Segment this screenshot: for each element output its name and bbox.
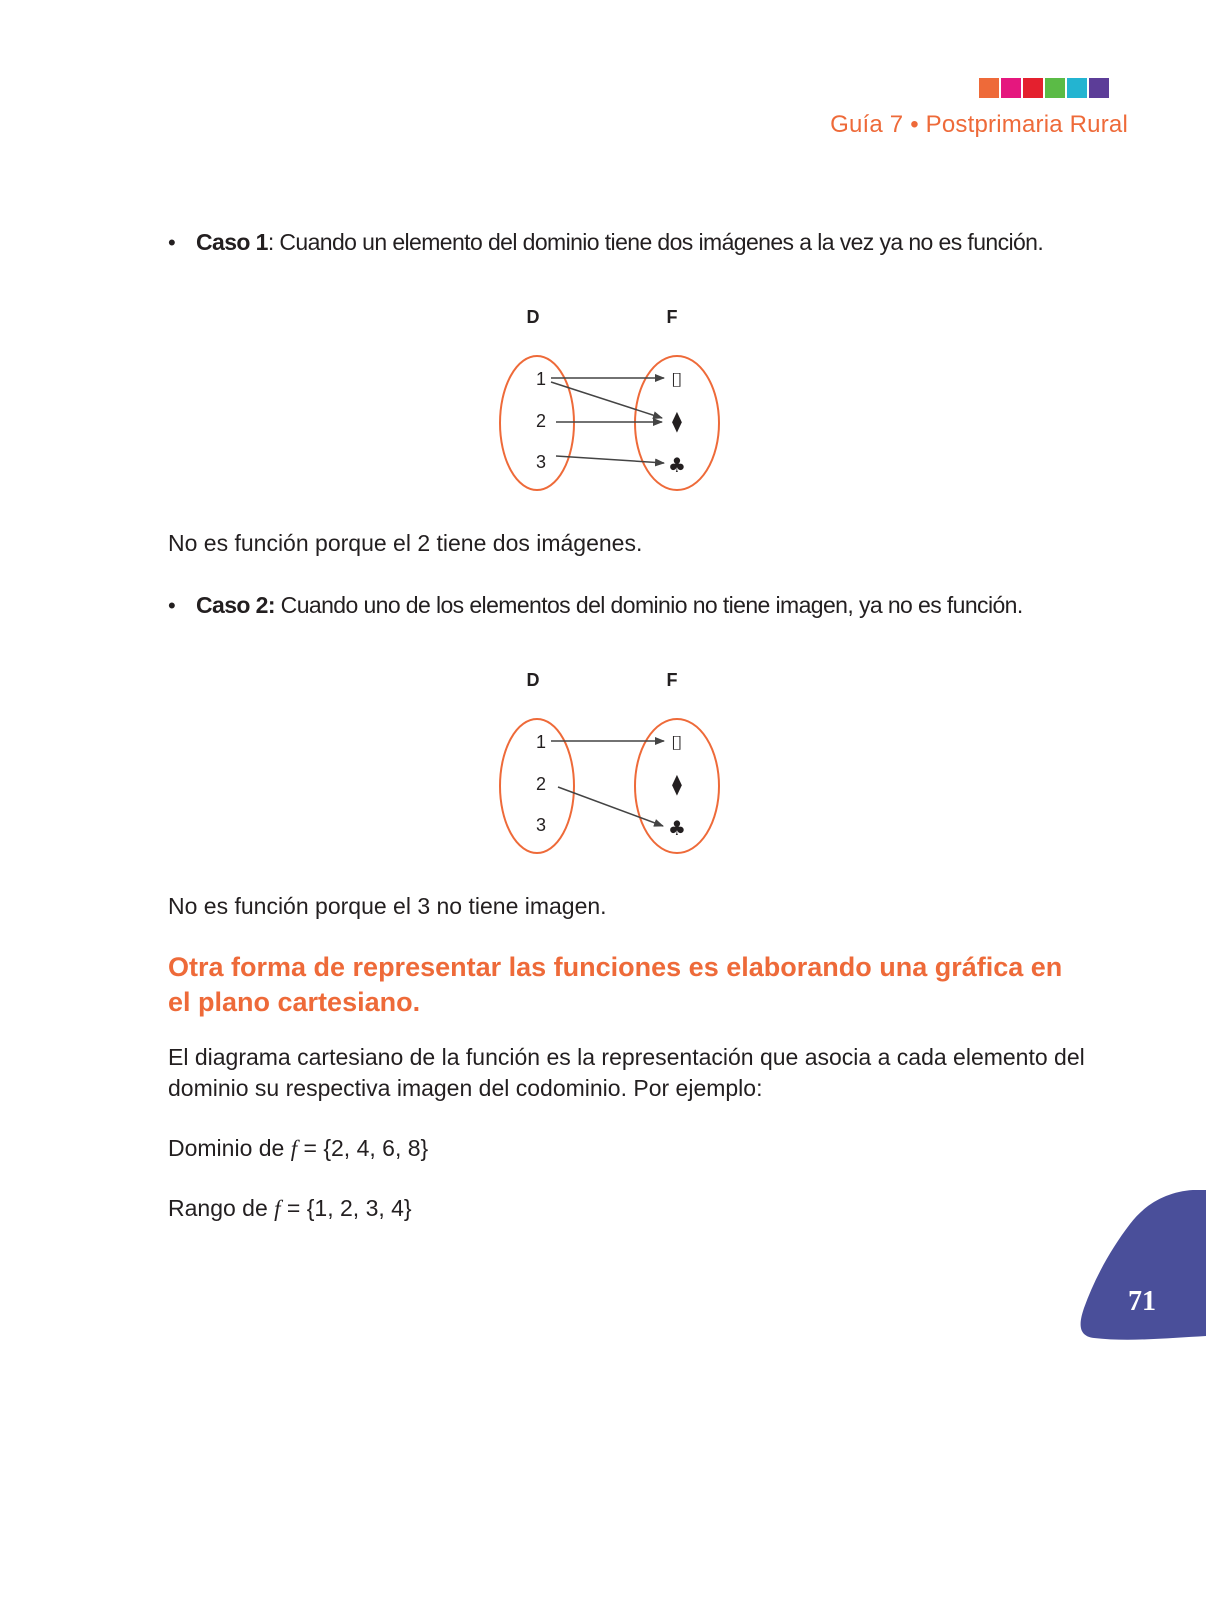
case2-conclusion: No es función porque el 3 no tiene imagen.	[168, 893, 607, 919]
section-paragraph: El diagrama cartesiano de la función es la representación que asocia a cada elemento del dominio su respectiva imagen del codominio. Por ejemplo:	[168, 1044, 1085, 1101]
swatch-red	[1023, 78, 1043, 98]
square-icon: ⌷	[671, 731, 683, 755]
domain-element-2: 2	[535, 411, 547, 431]
swatch-cyan	[1067, 78, 1087, 98]
diagram2-svg	[470, 666, 770, 876]
domain-prefix: Dominio de	[168, 1135, 291, 1161]
diamond-icon: ⧫	[672, 409, 682, 433]
domain-element-3: 3	[535, 815, 547, 835]
domain-label: D	[526, 670, 540, 690]
domain-set: = {2, 4, 6, 8}	[297, 1135, 429, 1161]
mapping-diagram-1	[470, 303, 770, 513]
range-set: = {1, 2, 3, 4}	[280, 1195, 412, 1221]
domain-element-1: 1	[535, 732, 547, 752]
bullet-icon: •	[168, 593, 176, 618]
case2-text: Cuando uno de los elementos del dominio no tiene imagen, ya no es función.	[274, 592, 1023, 618]
bullet-icon: •	[168, 230, 176, 255]
domain-label: D	[526, 307, 540, 327]
diamond-icon: ⧫	[672, 772, 682, 796]
swatch-green	[1045, 78, 1065, 98]
domain-definition	[168, 1133, 1088, 1164]
club-icon: ♣	[668, 816, 686, 840]
range-definition	[168, 1193, 1088, 1224]
domain-element-1: 1	[535, 369, 547, 389]
swatch-purple	[1089, 78, 1109, 98]
case1-label: Caso 1	[196, 229, 268, 255]
diagram1-svg	[470, 303, 770, 513]
domain-element-2: 2	[535, 774, 547, 794]
arrow-2-to-club	[558, 787, 663, 826]
page-number: 71	[1128, 1286, 1156, 1317]
club-icon: ♣	[668, 453, 686, 477]
swatch-orange	[979, 78, 999, 98]
heading-highlight: gráfica	[934, 952, 1024, 982]
case2-line	[168, 592, 1088, 619]
running-head: Guía 7 • Postprimaria Rural	[830, 111, 1128, 138]
codomain-label: F	[666, 670, 678, 690]
codomain-label: F	[666, 307, 678, 327]
function-var: f	[274, 1196, 281, 1221]
function-var: f	[290, 1136, 298, 1161]
case1-line	[168, 229, 1088, 256]
case1-text: : Cuando un elemento del dominio tiene dos imágenes a la vez ya no es función.	[267, 229, 1044, 255]
arrow-3-to-club	[556, 456, 664, 463]
arrow-1-to-diamond	[551, 382, 662, 418]
heading-text-start: Otra forma de representar las funciones es elaborando una	[168, 952, 935, 982]
domain-element-3: 3	[535, 452, 547, 472]
section-heading	[168, 950, 1068, 1020]
color-swatches	[979, 78, 1109, 98]
square-icon: ⌷	[671, 368, 683, 392]
mapping-diagram-2	[470, 666, 770, 876]
case1-conclusion: No es función porque el 2 tiene dos imágenes.	[168, 530, 643, 556]
case2-label: Caso 2:	[196, 592, 275, 618]
range-prefix: Rango de	[168, 1195, 275, 1221]
swatch-magenta	[1001, 78, 1021, 98]
heading-text-end: en el plano cartesiano.	[168, 952, 1063, 1017]
